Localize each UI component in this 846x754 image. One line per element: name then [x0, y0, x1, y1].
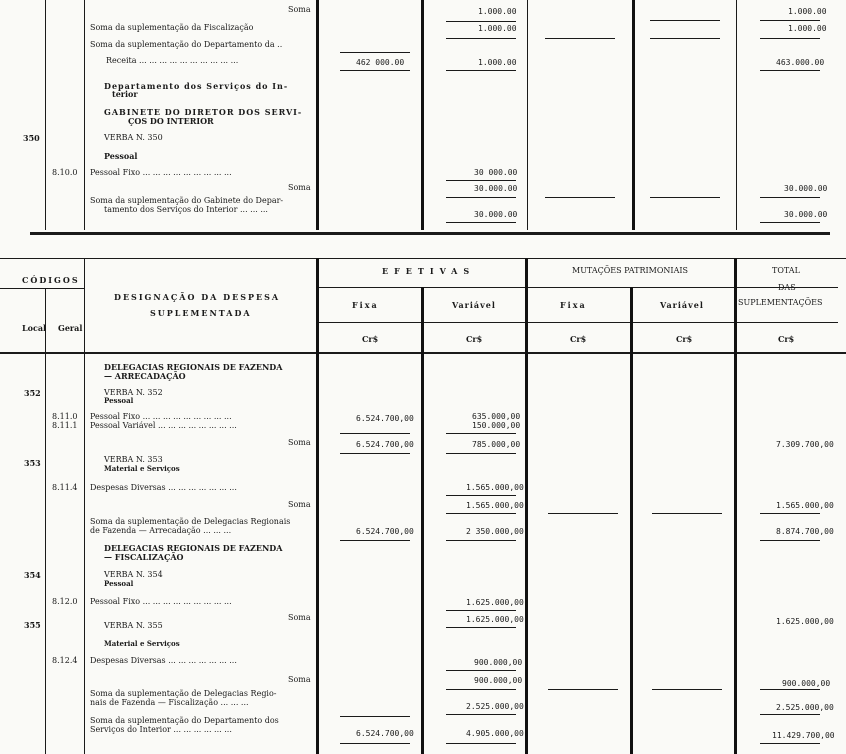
fiscalizacao-sum-label: nais de Fazenda — Fiscalização ... ... ...: [90, 698, 249, 707]
header-currency: Cr$: [778, 334, 795, 344]
amount: 6.524.700,00: [356, 414, 414, 423]
rule: [446, 38, 516, 39]
amount: 6.524.700,00: [356, 440, 414, 449]
local-code: 355: [24, 620, 41, 630]
rule: [446, 743, 516, 744]
rule: [446, 714, 516, 715]
rule: [446, 197, 516, 198]
rule: [446, 433, 516, 434]
rule: [760, 714, 820, 715]
rule: [760, 743, 820, 744]
header-currency: Cr$: [466, 334, 483, 344]
header-geral: Geral: [58, 323, 83, 333]
amount: 1.565.000,00: [466, 483, 524, 492]
amount: 2.525.000,00: [466, 702, 524, 711]
pessoal-fixo-label: Pessoal Fixo ... ... ... ... ... ... ... ... ...: [90, 168, 232, 177]
header-mutacoes: MUTAÇÕES PATRIMONIAIS: [572, 266, 688, 275]
rule: [421, 287, 424, 754]
amount: 6.524.700,00: [356, 527, 414, 536]
rule: [0, 288, 84, 289]
amount: 7.309.700,00: [776, 440, 834, 449]
rule: [446, 222, 516, 223]
amount: 900.000,00: [782, 679, 831, 688]
header-designacao: SUPLEMENTADA: [150, 308, 252, 318]
header-efetivas: EFETIVAS: [382, 266, 476, 276]
header-variavel: Variável: [660, 300, 704, 310]
header-fixa: Fixa: [560, 300, 587, 310]
soma-label: Soma: [288, 438, 311, 447]
rule: [545, 197, 615, 198]
header-total: TOTAL: [772, 266, 800, 275]
despesas-diversas-label: Despesas Diversas ... ... ... ... ... ... ...: [90, 483, 237, 492]
amount: 30 000.00: [474, 168, 518, 177]
rule: [340, 433, 410, 434]
verba-label: VERBA N. 353: [104, 455, 163, 464]
rule: [527, 0, 528, 230]
section-heading: DELEGACIAS REGIONAIS DE FAZENDA: [104, 362, 283, 372]
header-currency: Cr$: [362, 334, 379, 344]
rule: [632, 0, 635, 230]
amount: 1.000.00: [478, 7, 517, 16]
local-code: 354: [24, 570, 41, 580]
geral-code: 8.10.0: [52, 168, 78, 177]
rule: [446, 670, 516, 671]
rule: [650, 20, 720, 21]
amount: 900.000,00: [474, 676, 523, 685]
amount: 1.625.000,00: [776, 617, 834, 626]
rule: [652, 513, 722, 514]
rule: [421, 0, 424, 230]
rule: [340, 540, 410, 541]
rule: [446, 513, 516, 514]
rule: [446, 495, 516, 496]
pessoal-fixo-label: Pessoal Fixo ... ... ... ... ... ... ... ... ...: [90, 412, 232, 421]
soma-label: Soma: [288, 500, 311, 509]
amount: 785.000,00: [472, 440, 521, 449]
amount: 1.000.00: [478, 24, 517, 33]
geral-code: 8.12.4: [52, 656, 78, 665]
rule: [760, 70, 820, 71]
rule: [760, 540, 820, 541]
material-label: Material e Serviços: [104, 639, 180, 648]
rule: [446, 689, 516, 690]
rule: [734, 258, 737, 754]
rule: [760, 689, 820, 690]
rule: [446, 540, 516, 541]
section-heading: terior: [112, 89, 138, 99]
amount: 8.874.700,00: [776, 527, 834, 536]
rule: [525, 258, 528, 754]
rule: [340, 453, 410, 454]
rule: [650, 197, 720, 198]
soma-label: Soma: [288, 613, 311, 622]
arrecadacao-sum-label: de Fazenda — Arrecadação ... ... ...: [90, 526, 232, 535]
header-codigos: CÓDIGOS: [22, 275, 80, 285]
geral-code: 8.11.1: [52, 421, 78, 430]
amount: 30.000.00: [784, 210, 828, 219]
geral-code: 8.11.4: [52, 483, 78, 492]
rule: [650, 38, 720, 39]
amount: 1.000.00: [788, 24, 827, 33]
rule: [45, 288, 46, 754]
amount: 30.000.00: [474, 210, 518, 219]
section-heading: — ARRECADAÇÃO: [104, 371, 186, 381]
rule: [340, 716, 410, 717]
rule: [318, 287, 838, 288]
header-total: SUPLEMENTAÇÕES: [738, 298, 823, 307]
receita-sum-label: Receita ... ... ... ... ... ... ... ... ... ...: [106, 56, 239, 65]
rule: [84, 0, 85, 230]
amount: 4.905.000,00: [466, 729, 524, 738]
header-currency: Cr$: [570, 334, 587, 344]
local-code: 352: [24, 388, 41, 398]
section-heading: — FISCALIZAÇÃO: [104, 552, 184, 562]
header-variavel: Variável: [452, 300, 496, 310]
soma-label: Soma: [288, 675, 311, 684]
section-heading: Departamento dos Serviços do In-: [104, 81, 289, 91]
interior-sum-label: Soma da suplementação do Departamento dos: [90, 716, 279, 725]
rule: [340, 743, 410, 744]
rule: [84, 258, 85, 754]
soma-label: Soma: [288, 183, 311, 192]
section-heading: DELEGACIAS REGIONAIS DE FAZENDA: [104, 543, 283, 553]
rule: [446, 453, 516, 454]
rule: [446, 610, 516, 611]
fiscalizacao-sum-label: Soma da suplementação da Fiscalização: [90, 23, 254, 32]
rule: [446, 70, 516, 71]
pessoal-fixo-label: Pessoal Fixo ... ... ... ... ... ... ... ... ...: [90, 597, 232, 606]
amount: 6.524.700,00: [356, 729, 414, 738]
pessoal-variavel-label: Pessoal Variável ... ... ... ... ... ... ... ...: [90, 421, 237, 430]
amount: 1.565.000,00: [466, 501, 524, 510]
amount: 150.000,00: [472, 421, 521, 430]
receita-sum-label: Soma da suplementação do Departamento da ..: [90, 40, 283, 49]
fiscalizacao-sum-label: Soma da suplementação de Delegacias Regio-: [90, 689, 277, 698]
amount: 1.000.00: [788, 7, 827, 16]
rule: [316, 0, 319, 230]
page-separator: [30, 232, 830, 235]
section-heading: GABINETE DO DIRETOR DOS SERVI-: [104, 107, 303, 117]
verba-label: VERBA N. 355: [104, 621, 163, 630]
amount: 900.000,00: [474, 658, 523, 667]
rule: [760, 222, 820, 223]
soma-label: Soma: [288, 5, 311, 14]
pessoal-label: Pessoal: [104, 151, 138, 161]
rule: [760, 38, 820, 39]
amount: 30.000.00: [784, 184, 828, 193]
rule: [316, 258, 319, 754]
header-currency: Cr$: [676, 334, 693, 344]
rule: [760, 513, 820, 514]
amount: 2 350.000,00: [466, 527, 524, 536]
rule: [548, 689, 618, 690]
section-heading: ÇOS DO INTERIOR: [128, 116, 214, 126]
rule: [736, 0, 737, 230]
header-fixa: Fixa: [352, 300, 379, 310]
amount: 635.000,00: [472, 412, 521, 421]
rule: [446, 627, 516, 628]
arrecadacao-sum-label: Soma da suplementação de Delegacias Regionais: [90, 517, 291, 526]
local-code: 353: [24, 458, 41, 468]
geral-code: 8.12.0: [52, 597, 78, 606]
amount: 2.525.000,00: [776, 703, 834, 712]
rule: [548, 513, 618, 514]
rule: [545, 38, 615, 39]
amount: 11.429.700,00: [772, 731, 835, 740]
header-local: Local: [22, 323, 47, 333]
rule: [45, 0, 46, 230]
interior-sum-label: Serviços do Interior ... ... ... ... ... ...: [90, 725, 232, 734]
rule: [630, 287, 633, 754]
local-code: 350: [23, 133, 40, 143]
pessoal-label: Pessoal: [104, 396, 134, 405]
geral-code: 8.11.0: [52, 412, 78, 421]
rule: [0, 258, 846, 259]
header-designacao: DESIGNAÇÃO DA DESPESA: [114, 292, 281, 302]
rule: [760, 197, 820, 198]
material-label: Material e Serviços: [104, 464, 180, 473]
pessoal-label: Pessoal: [104, 579, 134, 588]
rule: [340, 52, 410, 53]
rule: [446, 180, 516, 181]
despesas-diversas-label: Despesas Diversas ... ... ... ... ... ... ...: [90, 656, 237, 665]
rule: [652, 689, 722, 690]
gabinete-sum-label: tamento dos Serviços do Interior ... ... ...: [104, 205, 268, 214]
rule: [318, 322, 838, 323]
amount: 1.000.00: [478, 58, 517, 67]
amount: 462 000.00: [356, 58, 405, 67]
rule: [760, 20, 820, 21]
amount: 1.625.000,00: [466, 598, 524, 607]
rule: [340, 70, 410, 71]
amount: 30.000.00: [474, 184, 518, 193]
verba-label: VERBA N. 354: [104, 570, 163, 579]
verba-label: VERBA N. 352: [104, 388, 163, 397]
gabinete-sum-label: Soma da suplementação do Gabinete do Depar-: [90, 196, 284, 205]
amount: 1.565.000,00: [776, 501, 834, 510]
header-total: DAS: [778, 283, 796, 292]
verba-label: VERBA N. 350: [104, 133, 163, 142]
rule: [446, 21, 516, 22]
amount: 1.625.000,00: [466, 615, 524, 624]
amount: 463.000.00: [776, 58, 825, 67]
